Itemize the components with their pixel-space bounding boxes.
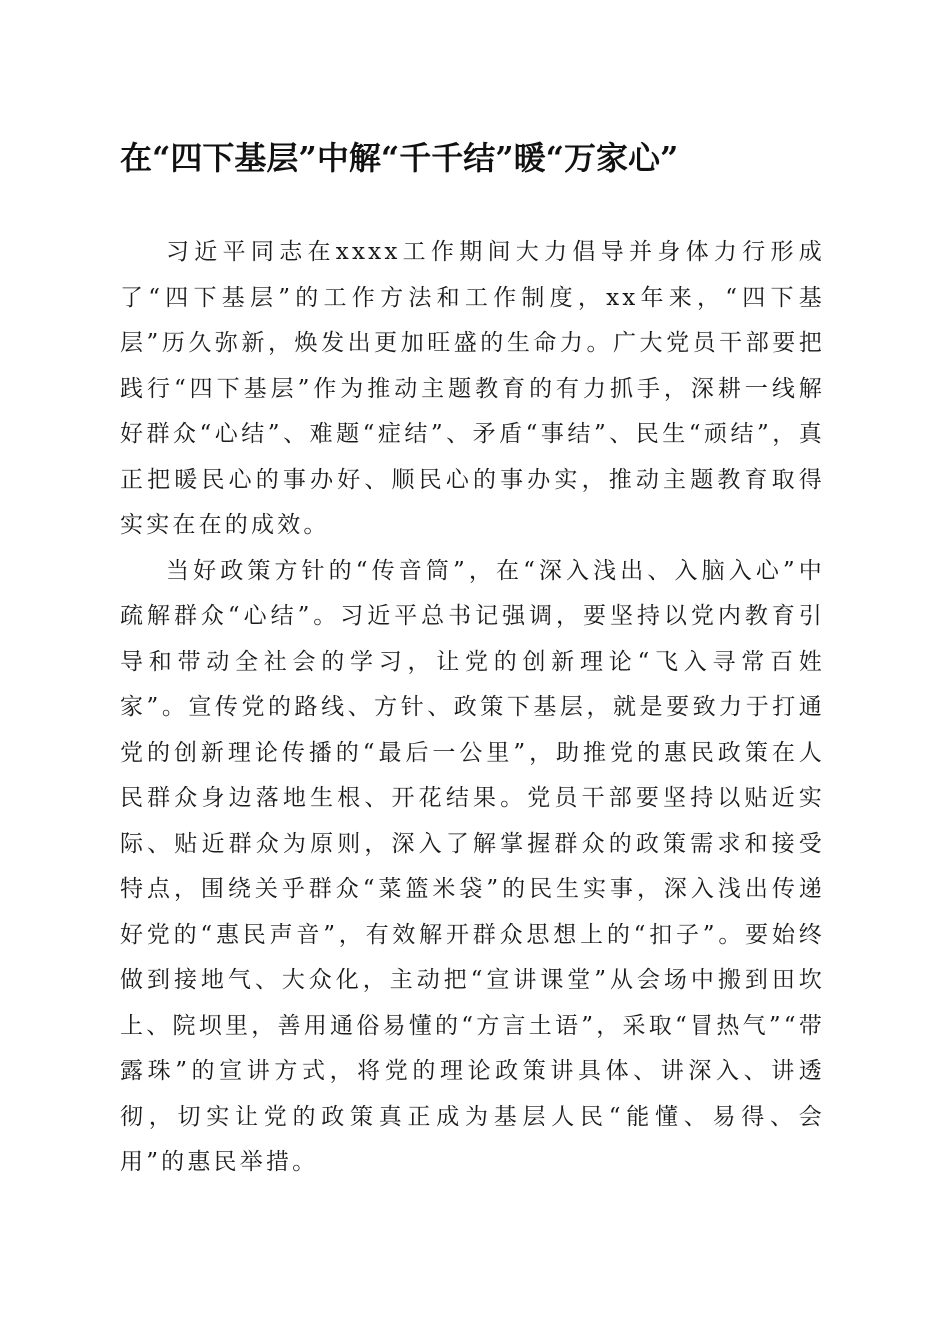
document-title: 在“四下基层”中解“千千结”暖“万家心”	[120, 139, 679, 177]
paragraph-intro: 习近平同志在xxxx工作期间大力倡导并身体力行形成了“四下基层”的工作方法和工作制度，xx年来，“四下基层”历久弥新，焕发出更加旺盛的生命力。广大党员干部要把践行“四下基层”作为推动主题教育的有力抓手，深耕一线解好群众“心结”、难题“症结”、矛盾“事结”、民生“顽结”，真正把暖民心的事办好、顺民心的事办实，推动主题教育取得实实在在的成效。	[120, 239, 825, 538]
document-body	[120, 230, 825, 1186]
paragraph-policy: 当好政策方针的“传音筒”，在“深入浅出、入脑入心”中疏解群众“心结”。习近平总书记强调，要坚持以党内教育引导和带动全社会的学习，让党的创新理论“飞入寻常百姓家”。宣传党的路线、方针、政策下基层，就是要致力于打通党的创新理论传播的“最后一公里”，助推党的惠民政策在人民群众身边落地生根、开花结果。党员干部要坚持以贴近实际、贴近群众为原则，深入了解掌握群众的政策需求和接受特点，围绕关乎群众“菜篮米袋”的民生实事，深入浅出传递好党的“惠民声音”，有效解开群众思想上的“扣子”。要始终做到接地气、大众化，主动把“宣讲课堂”从会场中搬到田坎上、院坝里，善用通俗易懂的“方言土语”，采取“冒热气”“带露珠”的宣讲方式，将党的理论政策讲具体、讲深入、讲透彻，切实让党的政策真正成为基层人民“能懂、易得、会用”的惠民举措。	[120, 557, 825, 1175]
